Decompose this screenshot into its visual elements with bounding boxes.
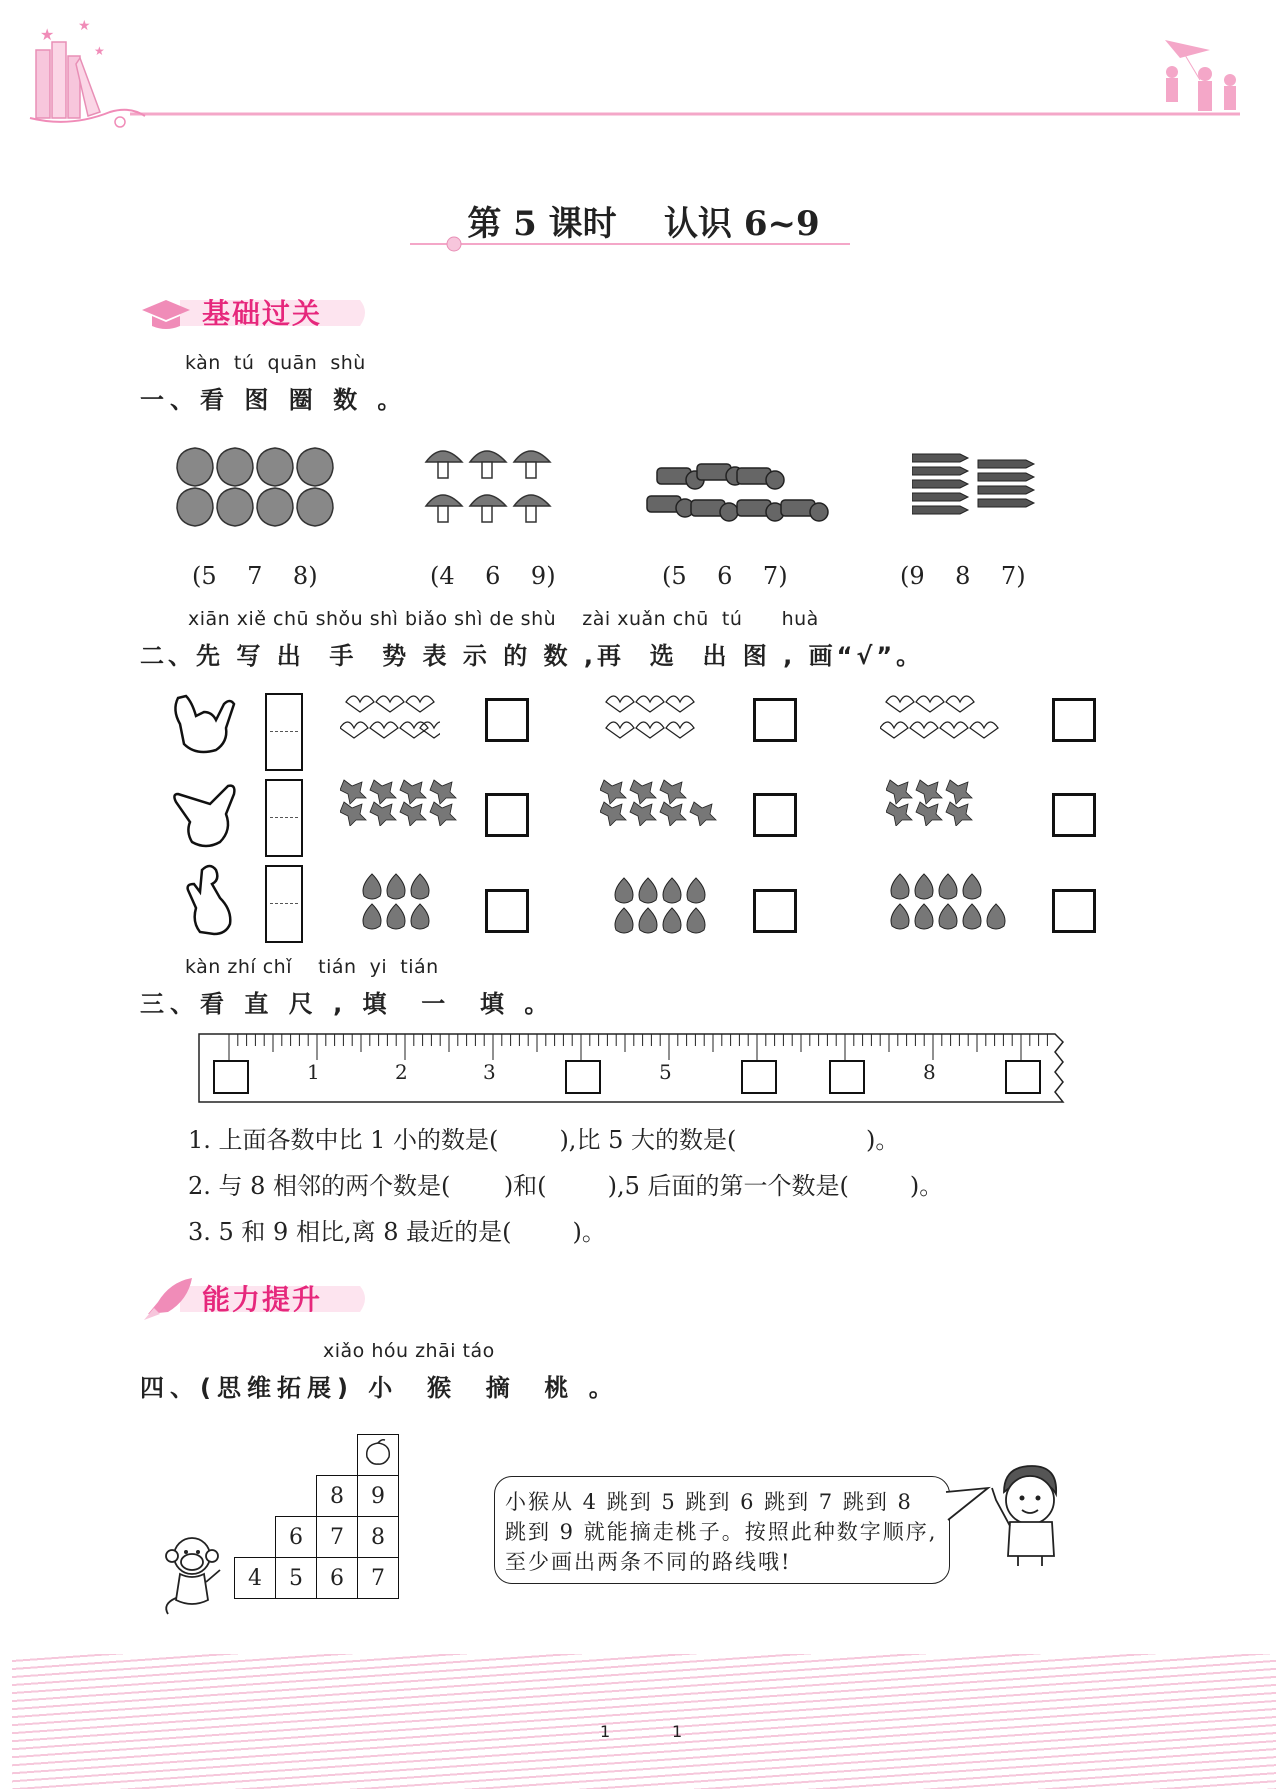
title-underline xyxy=(410,236,850,254)
strawberry-icon xyxy=(175,440,345,530)
q2-checkbox-2-a[interactable] xyxy=(485,793,529,837)
section-basic-header: 基础过关 xyxy=(140,290,370,336)
q3-line-3[interactable]: 3. 5 和 9 相比,离 8 最近的是( )。 xyxy=(188,1218,606,1246)
q2-pinyin: xiān xiě chū shǒu shì biǎo shì de shù zài xuǎn chū tú huà xyxy=(188,608,819,630)
q2-checkbox-1-a[interactable] xyxy=(485,698,529,742)
leaf-icon xyxy=(340,776,460,826)
grid-cell[interactable]: 6 xyxy=(276,1517,317,1558)
ruler xyxy=(197,1032,1067,1104)
grid-cell[interactable]: 7 xyxy=(358,1558,399,1599)
lesson-title: 第 5 课时 认识 6~9 xyxy=(467,204,820,244)
q1-options-3[interactable]: (5 6 7) xyxy=(662,562,788,590)
header-books-icon xyxy=(0,0,1287,140)
monkey-icon xyxy=(162,1534,228,1620)
grid-cell[interactable]: 5 xyxy=(276,1558,317,1599)
q4-title: 四、(思维拓展) 小 猴 摘 桃 。 xyxy=(140,1374,619,1402)
q2-answer-box-2[interactable] xyxy=(265,779,303,857)
grid-cell-peach[interactable] xyxy=(358,1435,399,1476)
footer-band xyxy=(12,1654,1276,1789)
q2-checkbox-1-b[interactable] xyxy=(753,698,797,742)
q3-title: 三、看 直 尺 , 填 一 填 。 xyxy=(140,990,555,1018)
hand-six-icon xyxy=(166,690,244,760)
leaf-icon xyxy=(600,776,720,826)
grid-cell[interactable]: 7 xyxy=(317,1517,358,1558)
leaf-icon xyxy=(886,776,976,826)
q4-pinyin: xiǎo hóu zhāi táo xyxy=(323,1340,495,1362)
number-grid xyxy=(234,1434,399,1599)
svg-text:★: ★ xyxy=(78,18,91,34)
ruler-blank-9[interactable] xyxy=(1005,1060,1041,1094)
svg-text:★: ★ xyxy=(94,44,105,58)
svg-text:★: ★ xyxy=(40,25,55,44)
q1-options-1[interactable]: (5 7 8) xyxy=(192,562,318,590)
q3-pinyin: kàn zhí chǐ tián yi tián xyxy=(185,956,439,978)
grid-cell[interactable]: 4 xyxy=(235,1558,276,1599)
grid-cell[interactable]: 6 xyxy=(317,1558,358,1599)
pinecone-icon xyxy=(610,876,720,938)
ruler-label-8: 8 xyxy=(923,1060,936,1084)
peach-icon xyxy=(363,1437,393,1467)
q2-checkbox-3-c[interactable] xyxy=(1052,889,1096,933)
q1-options-2[interactable]: (4 6 9) xyxy=(430,562,556,590)
grid-cell[interactable]: 8 xyxy=(317,1476,358,1517)
bow-icon xyxy=(340,688,440,748)
q1-pinyin: kàn tú quān shù xyxy=(185,352,366,374)
q3-line-1[interactable]: 1. 上面各数中比 1 小的数是( ),比 5 大的数是( )。 xyxy=(188,1126,900,1154)
ruler-blank-0[interactable] xyxy=(213,1060,249,1094)
mushroom-icon xyxy=(422,440,562,530)
q2-checkbox-2-b[interactable] xyxy=(753,793,797,837)
bow-icon xyxy=(600,688,700,748)
grid-cell[interactable]: 9 xyxy=(358,1476,399,1517)
section-advanced-header: 能力提升 xyxy=(140,1276,370,1322)
pinecone-icon xyxy=(358,872,448,934)
q3-line-2[interactable]: 2. 与 8 相邻的两个数是( )和( ),5 后面的第一个数是( )。 xyxy=(188,1172,944,1200)
header-decoration xyxy=(0,0,1287,140)
q2-checkbox-1-c[interactable] xyxy=(1052,698,1096,742)
q2-answer-box-3[interactable] xyxy=(265,865,303,943)
q2-checkbox-3-b[interactable] xyxy=(753,889,797,933)
speech-bubble xyxy=(494,1476,950,1584)
ruler-scale xyxy=(197,1032,1067,1104)
boy-icon xyxy=(990,1460,1074,1568)
page-number-left: 1 xyxy=(600,1722,611,1741)
ruler-label-2: 2 xyxy=(395,1060,408,1084)
speech-bubble-text: 小猴从 4 跳到 5 跳到 6 跳到 7 跳到 8 跳到 9 就能摘走桃子。按照此种数字顺序,至少画出两条不同的路线哦! xyxy=(505,1490,938,1574)
ruler-label-1: 1 xyxy=(307,1060,320,1084)
q1-options-4[interactable]: (9 8 7) xyxy=(900,562,1026,590)
speech-bubble-tail xyxy=(944,1486,994,1526)
grid-cell[interactable]: 8 xyxy=(358,1517,399,1558)
ruler-label-3: 3 xyxy=(483,1060,496,1084)
ruler-blank-6[interactable] xyxy=(741,1060,777,1094)
q1-title: 一、看 图 圈 数 。 xyxy=(140,386,408,414)
page-number-right: 1 xyxy=(672,1722,683,1741)
whistle-icon xyxy=(645,460,835,530)
bow-icon xyxy=(880,688,1010,748)
q2-answer-box-1[interactable] xyxy=(265,693,303,771)
q2-checkbox-3-a[interactable] xyxy=(485,889,529,933)
ruler-label-5: 5 xyxy=(659,1060,672,1084)
hand-nine-icon xyxy=(186,862,242,938)
q2-title: 二、先 写 出 手 势 表 示 的 数 ,再 选 出 图 , 画“√”。 xyxy=(140,642,925,670)
ruler-blank-7[interactable] xyxy=(829,1060,865,1094)
kids-kite-icon xyxy=(1165,40,1236,111)
pencil-icon xyxy=(912,450,1042,530)
ruler-blank-4[interactable] xyxy=(565,1060,601,1094)
q2-checkbox-2-c[interactable] xyxy=(1052,793,1096,837)
pinecone-icon xyxy=(886,872,1016,934)
hand-seven-icon xyxy=(172,780,242,852)
